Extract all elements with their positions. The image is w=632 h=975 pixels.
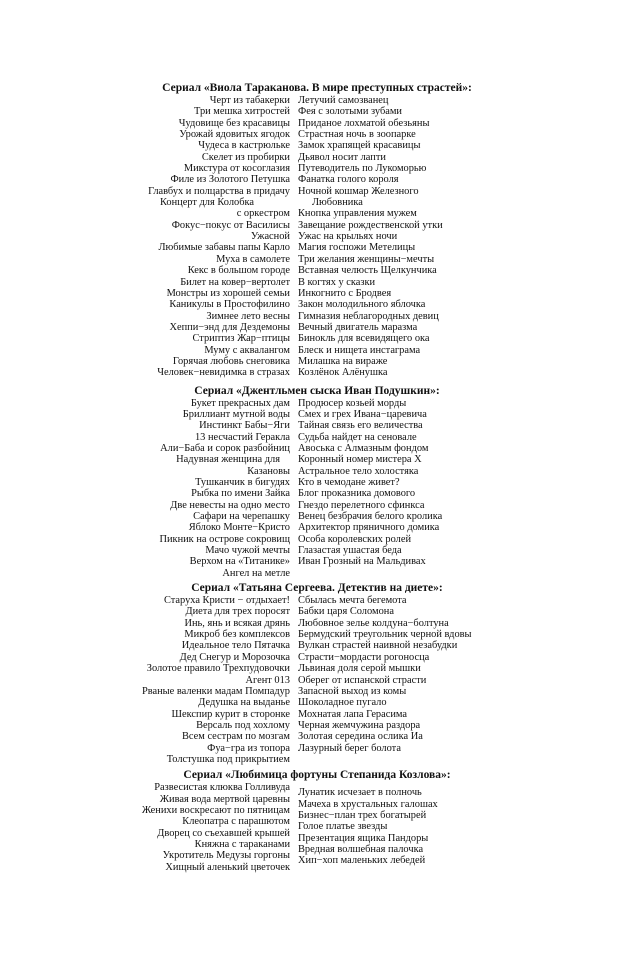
book-title: Кекс в большом городе xyxy=(187,265,290,277)
book-title: Шоколадное пугало xyxy=(298,697,387,709)
book-title: Всем сестрам по мозгам xyxy=(181,731,290,743)
book-title: Фокус−покус от Василисы xyxy=(171,219,290,231)
book-title: Бизнес−план трех богатырей xyxy=(298,809,427,821)
book-title: Чудеса в кастрюльке xyxy=(198,140,290,152)
book-title: Диета для трех поросят xyxy=(185,606,290,618)
book-title: Любимые забавы папы Карло xyxy=(158,242,290,254)
book-title: Дьявол носит лапти xyxy=(298,151,386,163)
right-title-column xyxy=(290,95,630,379)
book-title: Бабки царя Соломона xyxy=(298,606,394,618)
book-title: Рваные валенки мадам Помпадур xyxy=(141,685,290,697)
series-heading: Сериал «Татьяна Сергеева. Детектив на диете»: xyxy=(191,582,443,595)
book-title: Княжна с тараканами xyxy=(194,838,290,850)
book-title: Блеск и нищета инстаграма xyxy=(298,344,421,356)
book-title: Хип−хоп маленьких лебедей xyxy=(298,855,426,867)
book-title: Микроб без комплексов xyxy=(184,629,290,641)
title-columns xyxy=(0,595,632,765)
book-title-continuation: Ужасной xyxy=(250,231,290,243)
book-title: Особа королевских ролей xyxy=(298,533,412,545)
book-title: В когтях у сказки xyxy=(298,276,376,288)
book-title: Архитектор пряничного домика xyxy=(298,522,440,534)
book-title: Пикник на острове сокровищ xyxy=(159,533,290,545)
book-title: Инкогнито с Бродвея xyxy=(298,287,392,299)
book-title: Ужас на крыльях ночи xyxy=(298,231,398,243)
left-title-column xyxy=(0,782,290,873)
book-title: Продюсер козьей морды xyxy=(298,397,407,409)
book-title: Развесистая клюква Голливуда xyxy=(154,782,290,794)
book-title: Путеводитель по Лукоморью xyxy=(298,163,427,175)
book-title: Страсти−мордасти рогоносца xyxy=(298,651,430,663)
book-title: Толстушка под прикрытием xyxy=(166,753,290,765)
right-title-column xyxy=(290,398,630,580)
book-title: Смех и грех Ивана−царевича xyxy=(298,408,427,420)
book-title: Две невесты на одно место xyxy=(170,499,290,511)
book-title: Козлёнок Алёнушка xyxy=(298,367,388,379)
left-title-column xyxy=(0,95,290,379)
book-title: Вредная волшебная палочка xyxy=(298,843,424,855)
book-title: Сафари на черепашку xyxy=(193,511,290,523)
book-title: Гнездо перелетного сфинкса xyxy=(298,499,425,511)
book-title: Старуха Кристи − отдыхает! xyxy=(163,595,290,607)
series-heading: Сериал «Джентльмен сыска Иван Подушкин»: xyxy=(194,384,440,397)
book-title: Стриптиз Жар−птицы xyxy=(192,333,290,345)
book-title: Ночной кошмар Железного xyxy=(298,185,419,197)
book-title: Гимназия неблагородных девиц xyxy=(298,310,439,322)
book-title: Али−Баба и сорок разбойниц xyxy=(160,442,290,454)
book-title: Инь, янь и всякая дрянь xyxy=(184,617,290,629)
book-title: Хеппи−энд для Дездемоны xyxy=(169,321,290,333)
left-title-column xyxy=(0,595,290,765)
book-title: Три желания женщины−мечты xyxy=(298,253,435,265)
series-section-viola-tarakanova xyxy=(0,82,632,379)
book-title: Человек−невидимка в стразах xyxy=(157,367,290,379)
book-title: Лунатик исчезает в полночь xyxy=(298,787,422,799)
book-title: Главбух и полцарства в придачу xyxy=(148,185,290,197)
right-title-column xyxy=(290,782,630,873)
book-title: 13 несчастий Геракла xyxy=(194,431,290,443)
book-title: Магия госпожи Метелицы xyxy=(298,242,416,254)
book-title: Дедушка на выданье xyxy=(198,697,290,709)
book-title: Оберег от испанской страсти xyxy=(298,674,427,686)
book-title: Рыбка по имени Зайка xyxy=(191,488,290,500)
book-title-continuation: с оркестром xyxy=(236,208,290,220)
book-title-continuation: Казановы xyxy=(247,465,290,477)
book-title: Астральное тело холостяка xyxy=(298,465,419,477)
book-title: Тушканчик в бигудях xyxy=(195,477,290,488)
series-section-stepanida-kozlova xyxy=(0,769,632,873)
book-title: Закон молодильного яблочка xyxy=(298,299,426,311)
book-title: Львиная доля серой мышки xyxy=(298,663,421,675)
book-title: Верхом на «Титанике» xyxy=(189,556,290,568)
title-columns xyxy=(0,95,632,379)
book-title: Надувная женщина для xyxy=(176,454,280,466)
book-title: Лазурный берег болота xyxy=(298,742,401,754)
right-title-column xyxy=(290,595,630,765)
book-title: Замок храпящей красавицы xyxy=(298,140,421,152)
book-title: Голое платье звезды xyxy=(298,821,388,833)
book-title: Живая вода мертвой царевны xyxy=(159,793,290,805)
book-title: Сбылась мечта бегемота xyxy=(298,595,407,607)
book-title: Черт из табакерки xyxy=(209,95,290,106)
title-columns xyxy=(0,398,632,580)
book-title: Яблоко Монте−Кристо xyxy=(188,522,290,534)
book-title: Кто в чемодане живет? xyxy=(298,477,400,488)
book-title: Урожай ядовитых ягодок xyxy=(179,129,290,141)
book-title: Завещание рождественской утки xyxy=(298,219,443,231)
book-title: Букет прекрасных дам xyxy=(190,397,290,409)
book-title: Идеальное тело Пятачка xyxy=(181,640,290,652)
book-title: Мохнатая лапа Герасима xyxy=(298,708,408,720)
book-title: Инстинкт Бабы−Яги xyxy=(199,420,290,432)
book-title: Блог проказника домового xyxy=(298,488,416,500)
book-title: Мачо чужой мечты xyxy=(205,545,290,557)
book-title: Вечный двигатель маразма xyxy=(298,321,418,333)
book-title: Судьба найдет на сеновале xyxy=(298,431,417,443)
book-title: Монстры из хорошей семьи xyxy=(166,287,290,299)
series-heading: Сериал «Любимица фортуны Степанида Козлова»: xyxy=(183,769,451,782)
book-title: Кнопка управления мужем xyxy=(298,208,417,220)
book-title: Муму с аквалангом xyxy=(204,344,290,356)
book-title: Микстура от косоглазия xyxy=(183,163,290,175)
book-title: Женихи воскресают по пятницам xyxy=(141,804,290,816)
book-title: Ангел на метле xyxy=(222,567,290,579)
book-title: Иван Грозный на Мальдивах xyxy=(298,556,426,568)
series-section-tatyana-sergeeva xyxy=(0,582,632,765)
book-title: Запасной выход из комы xyxy=(298,685,407,697)
title-columns xyxy=(0,782,632,873)
book-title: Скелет из пробирки xyxy=(201,151,290,163)
book-title: Хищный аленький цветочек xyxy=(165,861,290,873)
book-title: Шекспир курит в сторонке xyxy=(171,708,290,720)
book-title: Фуа−гра из топора xyxy=(207,742,290,754)
book-title: Авоська с Алмазным фондом xyxy=(298,442,429,454)
book-title: Укротитель Медузы горгоны xyxy=(162,850,290,862)
book-title: Клеопатра с парашютом xyxy=(182,816,290,828)
book-page xyxy=(0,82,632,873)
book-title: Летучий самозванец xyxy=(298,95,389,106)
left-title-column xyxy=(0,398,290,580)
book-title: Концерт для Колобка xyxy=(159,197,254,209)
series-section-ivan-podushkin xyxy=(0,385,632,580)
book-title: Приданое лохматой обезьяны xyxy=(298,117,430,129)
book-title: Коронный номер мистера Х xyxy=(298,454,422,466)
book-title: Фанатка голого короля xyxy=(298,174,399,186)
book-title: Муха в самолете xyxy=(216,253,290,265)
book-title: Фея с золотыми зубами xyxy=(298,106,402,118)
book-title: Билет на ковер−вертолет xyxy=(180,276,290,288)
book-title: Бинокль для всевидящего ока xyxy=(298,333,430,345)
book-title: Бриллиант мутной воды xyxy=(182,408,290,420)
book-title: Мачеха в хрустальных галошах xyxy=(298,798,438,810)
book-title: Дед Снегур и Морозочка xyxy=(179,651,290,663)
book-title: Вставная челюсть Щелкунчика xyxy=(298,265,437,277)
book-title: Горячая любовь снеговика xyxy=(172,355,290,367)
book-title: Бермудский треугольник черной вдовы xyxy=(298,629,472,641)
book-title-continuation: Любовника xyxy=(312,197,363,209)
book-title: Презентация ящика Пандоры xyxy=(298,832,429,844)
book-title: Филе из Золотого Петушка xyxy=(170,174,290,186)
book-title: Каникулы в Простофилино xyxy=(169,299,290,311)
book-title: Милашка на вираже xyxy=(298,355,388,367)
book-title: Чудовище без красавицы xyxy=(178,117,290,129)
book-title: Венец безбрачия белого кролика xyxy=(298,511,443,523)
book-title: Тайная связь его величества xyxy=(298,420,423,432)
book-title: Вулкан страстей наивной незабудки xyxy=(298,640,458,652)
book-title: Глазастая ушастая беда xyxy=(298,545,402,557)
book-title: Агент 013 xyxy=(245,674,290,686)
book-title: Золотое правило Трехпудовочки xyxy=(146,663,290,675)
series-heading: Сериал «Виола Тараканова. В мире преступных страстей»: xyxy=(162,82,472,94)
book-title: Три мешка хитростей xyxy=(194,106,290,118)
book-title: Черная жемчужина раздора xyxy=(298,719,421,731)
book-title: Любовное зелье колдуна−болтуна xyxy=(298,617,449,629)
book-title: Версаль под хохлому xyxy=(196,719,290,731)
book-title: Золотая середина ослика Иа xyxy=(298,731,423,743)
book-title: Страстная ночь в зоопарке xyxy=(298,129,416,141)
book-title: Дворец со съехавшей крышей xyxy=(157,827,290,839)
book-title: Зимнее лето весны xyxy=(206,310,290,322)
